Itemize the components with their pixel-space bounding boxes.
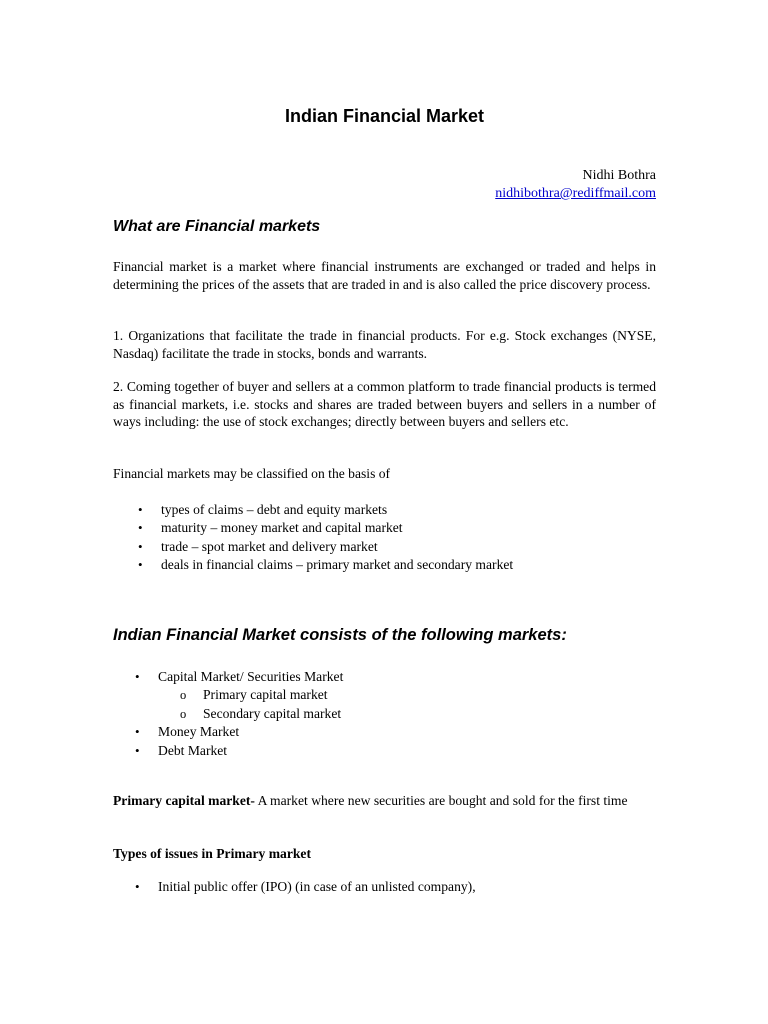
circle-bullet-icon: o [180,688,187,703]
sub-list-item: o Primary capital market [113,686,343,704]
bullet-icon: • [138,520,143,536]
paragraph-organizations: 1. Organizations that facilitate the trade in financial products. For e.g. Stock exchanges (NYSE, Nasdaq) facilitate the trade in stocks, bonds and warrants. [113,328,656,361]
classification-list [113,501,513,575]
bullet-icon: • [138,502,143,517]
paragraph-buyers-sellers: 2. Coming together of buyer and sellers at a common platform to trade financial products is termed as financial markets, i.e. stocks and shares are traded between buyers and sellers in a number of ways including: the use of stock exchanges; directly between buyers and sellers etc. [113,379,656,429]
sub-list-item: o Secondary capital market [113,705,343,723]
paragraph-classification-intro: Financial markets may be classified on the basis of [113,466,391,481]
document-title: Indian Financial Market [284,106,485,126]
list-item: • trade – spot market and delivery market [113,538,513,556]
markets-list [113,668,343,760]
list-item: • Debt Market [113,742,343,760]
list-item: • Capital Market/ Securities Market [113,668,343,686]
list-item: • Money Market [113,723,343,741]
author-email-link[interactable]: nidhibothra@rediffmail.com [495,186,656,201]
author-block [495,167,656,203]
paragraph-definition: Financial market is a market where financial instruments are exchanged or traded and helps in determining the prices of the assets that are traded in and is also called the price discovery process. [113,259,656,292]
bullet-icon: • [135,669,140,684]
primary-market-term: Primary capital market- [113,793,255,808]
section-heading-indian-markets: Indian Financial Market consists of the following markets: [113,626,567,644]
list-item: • maturity – money market and capital market [113,519,513,537]
paragraph-primary-market-definition [113,792,656,810]
bullet-icon: • [135,724,140,740]
issues-heading: Types of issues in Primary market [113,846,311,861]
bullet-icon: • [135,879,140,894]
bullet-icon: • [138,538,143,554]
document-page [113,0,656,1024]
bullet-icon: • [135,742,140,758]
sublist-container [113,686,343,723]
list-item: • Initial public offer (IPO) (in case of an unlisted company), [113,878,476,896]
issues-list [113,878,476,896]
list-item: • types of claims – debt and equity markets [113,501,513,519]
capital-market-sublist [113,686,343,723]
bullet-icon: • [138,557,143,573]
section-heading-financial-markets: What are Financial markets [113,218,321,235]
primary-market-text: A market where new securities are bought and sold for the first time [254,793,628,808]
circle-bullet-icon: o [180,706,187,721]
author-name: Nidhi Bothra [582,168,656,183]
list-item: • deals in financial claims – primary market and secondary market [113,556,513,574]
